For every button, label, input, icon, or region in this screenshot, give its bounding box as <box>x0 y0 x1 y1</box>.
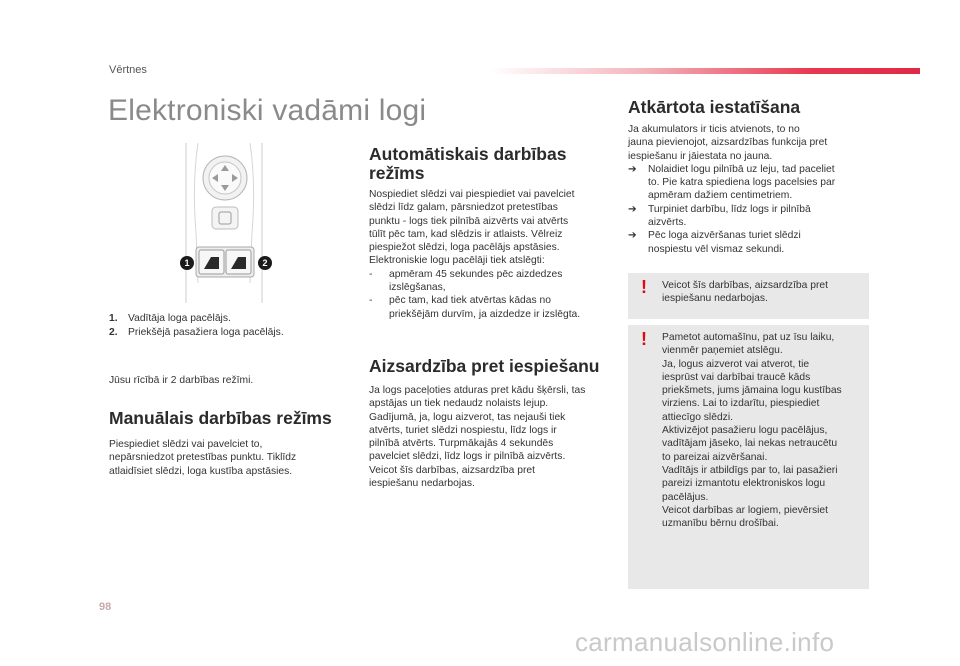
manual-mode-heading: Manuālais darbības režīms <box>109 408 332 428</box>
callout-1: 1 <box>180 256 194 270</box>
auto-mode-section <box>369 145 614 321</box>
anti-pinch-line: pavelciet slēdzi, līdz logs ir pilnībā aizvērts. <box>369 451 566 463</box>
auto-mode-line: slēdzi līdz galam, pārsniedzot pretestības <box>369 202 558 214</box>
door-panel-drawing <box>178 143 278 303</box>
warning-line: Ja, logus aizverot vai atverot, tie <box>662 358 810 370</box>
intro-text: Jūsu rīcībā ir 2 darbības režīmi. <box>109 375 254 386</box>
auto-mode-bullet: - apmēram 45 sekundes pēc aizdedzes izslēgšanas, <box>369 268 563 294</box>
legend-item: 2. Priekšējā pasažiera loga pacēlājs. <box>109 327 284 338</box>
anti-pinch-line: pilnībā atvērts. Turpmākajās 4 sekundēs <box>369 438 554 450</box>
auto-mode-line: piespiežot slēdzi, loga pacēlājs apstāsies. <box>369 242 560 254</box>
figure-legend <box>109 312 349 340</box>
arrow-bullet-icon: ➔ <box>628 203 637 215</box>
warning-line: Veicot darbības ar logiem, pievērsiet <box>662 504 828 516</box>
auto-mode-heading-line: Automātiskais darbības <box>369 144 567 164</box>
dash-marker: - <box>369 295 373 307</box>
anti-pinch-line: Veicot šīs darbības, aizsardzība pret <box>369 464 535 476</box>
warning-line: pareizi izmantotu elektroniskos logu <box>662 478 826 490</box>
reset-step: ➔ Pēc loga aizvēršanas turiet slēdzi nospiestu vēl vismaz sekundi. <box>628 230 801 255</box>
warning-line: pacēlājus. <box>662 491 709 503</box>
warning-box <box>628 325 869 589</box>
section-label: Vērtnes <box>109 64 147 76</box>
reset-heading: Atkārtota iestatīšana <box>628 97 801 117</box>
anti-pinch-section <box>369 357 614 490</box>
auto-mode-line: punktu - logs tiek pilnībā aizvērts vai atvērts <box>369 215 569 227</box>
auto-mode-heading-line: režīms <box>369 163 425 183</box>
window-switch-illustration <box>178 143 278 303</box>
callout-2: 2 <box>258 256 272 270</box>
manual-mode-line: Piespiediet slēdzi vai pavelciet to, <box>109 439 263 450</box>
page-number: 98 <box>99 601 112 613</box>
anti-pinch-line: Gadījumā, ja, logu aizverot, tas nejauši tiek <box>369 411 566 423</box>
watermark: carmanualsonline.info <box>575 627 835 657</box>
warning-line: vienmēr paņemiet atslēgu. <box>662 345 783 357</box>
manual-mode-line: nepārsniedzot pretestības punktu. Tiklīdz <box>109 452 297 464</box>
manual-mode-section <box>109 409 354 478</box>
anti-pinch-line: iespiešanu nedarbojas. <box>369 478 475 490</box>
warning-line: Aktivizējot pasažieru logu pacēlājus, <box>662 425 828 437</box>
reset-line: Ja akumulators ir ticis atvienots, to no <box>628 124 800 135</box>
header-accent-bar <box>490 68 920 74</box>
warning-line: iespiešanu nedarbojas. <box>662 293 768 305</box>
arrow-bullet-icon: ➔ <box>628 230 637 242</box>
legend-item: 1. Vadītāja loga pacēlājs. <box>109 313 231 324</box>
warning-line: Veicot šīs darbības, aizsardzība pret <box>662 280 828 291</box>
warning-line: iesprūst vai darbībai traucē kāds <box>662 371 811 383</box>
auto-mode-bullet: - pēc tam, kad tiek atvērtas kādas no priekšējām durvīm, ja aizdedze ir izslēgta. <box>369 295 581 320</box>
anti-pinch-line: atvērts, turiet slēdzi nospiestu, līdz logs ir <box>369 424 557 436</box>
auto-mode-line: tūlīt pēc tam, kad slēdzis ir atlaists. Vēlreiz <box>369 228 563 240</box>
anti-pinch-line: apstājas un tiek nedaudz nolaists lejup. <box>369 398 549 410</box>
reset-section <box>628 98 873 256</box>
page-title: Elektroniski vadāmi logi <box>108 94 427 127</box>
warning-line: Vadītājs ir atbildīgs par to, lai pasažieri <box>662 464 838 476</box>
anti-pinch-heading: Aizsardzība pret iespiešanu <box>369 356 600 376</box>
warning-line: attiecīgo slēdzi. <box>662 411 733 423</box>
warning-line: Pametot automašīnu, pat uz īsu laiku, <box>662 332 835 343</box>
warning-line: priekšmets, jums jāmaina logu kustības <box>662 385 842 397</box>
manual-mode-line: atlaidīsiet slēdzi, loga kustība apstāsies. <box>109 465 293 477</box>
warning-line: virziens. Lai to izdarītu, piespiediet <box>662 398 820 410</box>
reset-step: ➔ Nolaidiet logu pilnībā uz leju, tad paceliet to. Pie katra spiediena logs pacelsies par apmēram dažiem centimetriem. <box>628 163 836 202</box>
reset-line: jauna pievienojot, aizsardzības funkcija pret <box>628 137 828 149</box>
reset-line: iespiešanu ir jāiestata no jauna. <box>628 150 773 162</box>
auto-mode-line: Elektroniskie logu pacēlāji tiek atslēgti: <box>369 255 545 267</box>
warning-line: vadītājam jāseko, lai nekas netraucētu <box>662 438 838 450</box>
arrow-bullet-icon: ➔ <box>628 163 637 175</box>
auto-mode-line: Nospiediet slēdzi vai piespiediet vai pavelciet <box>369 189 575 200</box>
reset-step: ➔ Turpiniet darbību, līdz logs ir pilnībā aizvērts. <box>628 203 811 229</box>
warning-box <box>628 273 869 319</box>
warning-line: to pareizai aizvēršanai. <box>662 451 768 463</box>
dash-marker: - <box>369 268 373 280</box>
warning-exclamation-icon: ! <box>641 277 647 297</box>
warning-line: uzmanību bērnu drošībai. <box>662 518 779 530</box>
warning-exclamation-icon: ! <box>641 329 647 349</box>
anti-pinch-line: Ja logs paceļoties atduras pret kādu šķērsli, tas <box>369 385 586 396</box>
